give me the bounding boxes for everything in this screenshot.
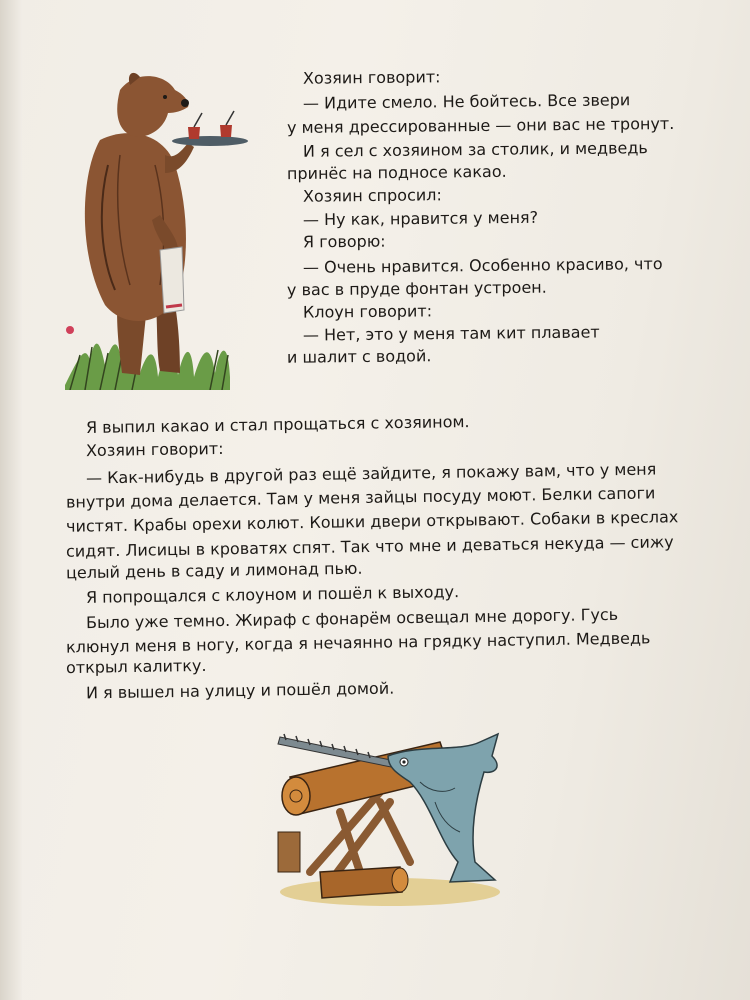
lower-text-line: целый день в саду и лимонад пью. xyxy=(65,558,363,583)
upper-text-line: принёс на подносе какао. xyxy=(286,161,507,184)
upper-text-line: и шалит с водой. xyxy=(286,346,432,367)
lower-text-line: открыл калитку. xyxy=(65,655,207,678)
upper-text-line: у вас в пруде фонтан устроен. xyxy=(286,277,547,300)
lower-text-line: Было уже темно. Жираф с фонарём освещал мне дорогу. Гусь xyxy=(85,604,619,633)
lower-text-line: клюнул меня в ногу, когда я нечаянно на грядку наступил. Медведь xyxy=(65,628,651,657)
upper-text-line: у меня дрессированные — они вас не тронут. xyxy=(286,113,675,138)
upper-text-line: — Идите смело. Не бойтесь. Все звери xyxy=(302,90,631,113)
upper-text-line: — Очень нравится. Особенно красиво, что xyxy=(302,254,663,277)
upper-text-line: Хозяин говорит: xyxy=(302,67,441,88)
upper-text-line: — Нет, это у меня там кит плавает xyxy=(302,322,600,345)
lower-text-line: чистят. Крабы орехи колют. Кошки двери открывают. Собаки в креслах xyxy=(65,507,679,536)
upper-text-line: Клоун говорит: xyxy=(302,301,433,322)
lower-text-line: Я попрощался с клоуном и пошёл к выходу. xyxy=(85,582,460,607)
upper-text-line: — Ну как, нравится у меня? xyxy=(302,207,539,230)
lower-text-line: Хозяин говорит: xyxy=(85,438,224,461)
upper-text-line: И я сел с хозяином за столик, и медведь xyxy=(302,138,648,161)
sawfish-sawing-logs-illustration xyxy=(270,722,510,912)
upper-text-line: Я говорю: xyxy=(302,231,386,252)
lower-text-line: И я вышел на улицу и пошёл домой. xyxy=(85,678,395,703)
lower-text-line: сидят. Лисицы в кроватях спят. Так что мне и деваться некуда — сижу xyxy=(65,532,674,561)
lower-text-line: внутри дома делается. Там у меня зайцы посуду моют. Белки сапоги xyxy=(65,483,656,512)
bear-waiter-illustration xyxy=(60,55,260,390)
upper-text-line: Хозяин спросил: xyxy=(302,185,442,206)
lower-text-line: — Как-нибудь в другой раз ещё зайдите, я покажу вам, что у меня xyxy=(85,459,657,488)
page-fold-shadow xyxy=(0,0,22,1000)
lower-text-line: Я выпил какао и стал прощаться с хозяином. xyxy=(85,411,470,438)
